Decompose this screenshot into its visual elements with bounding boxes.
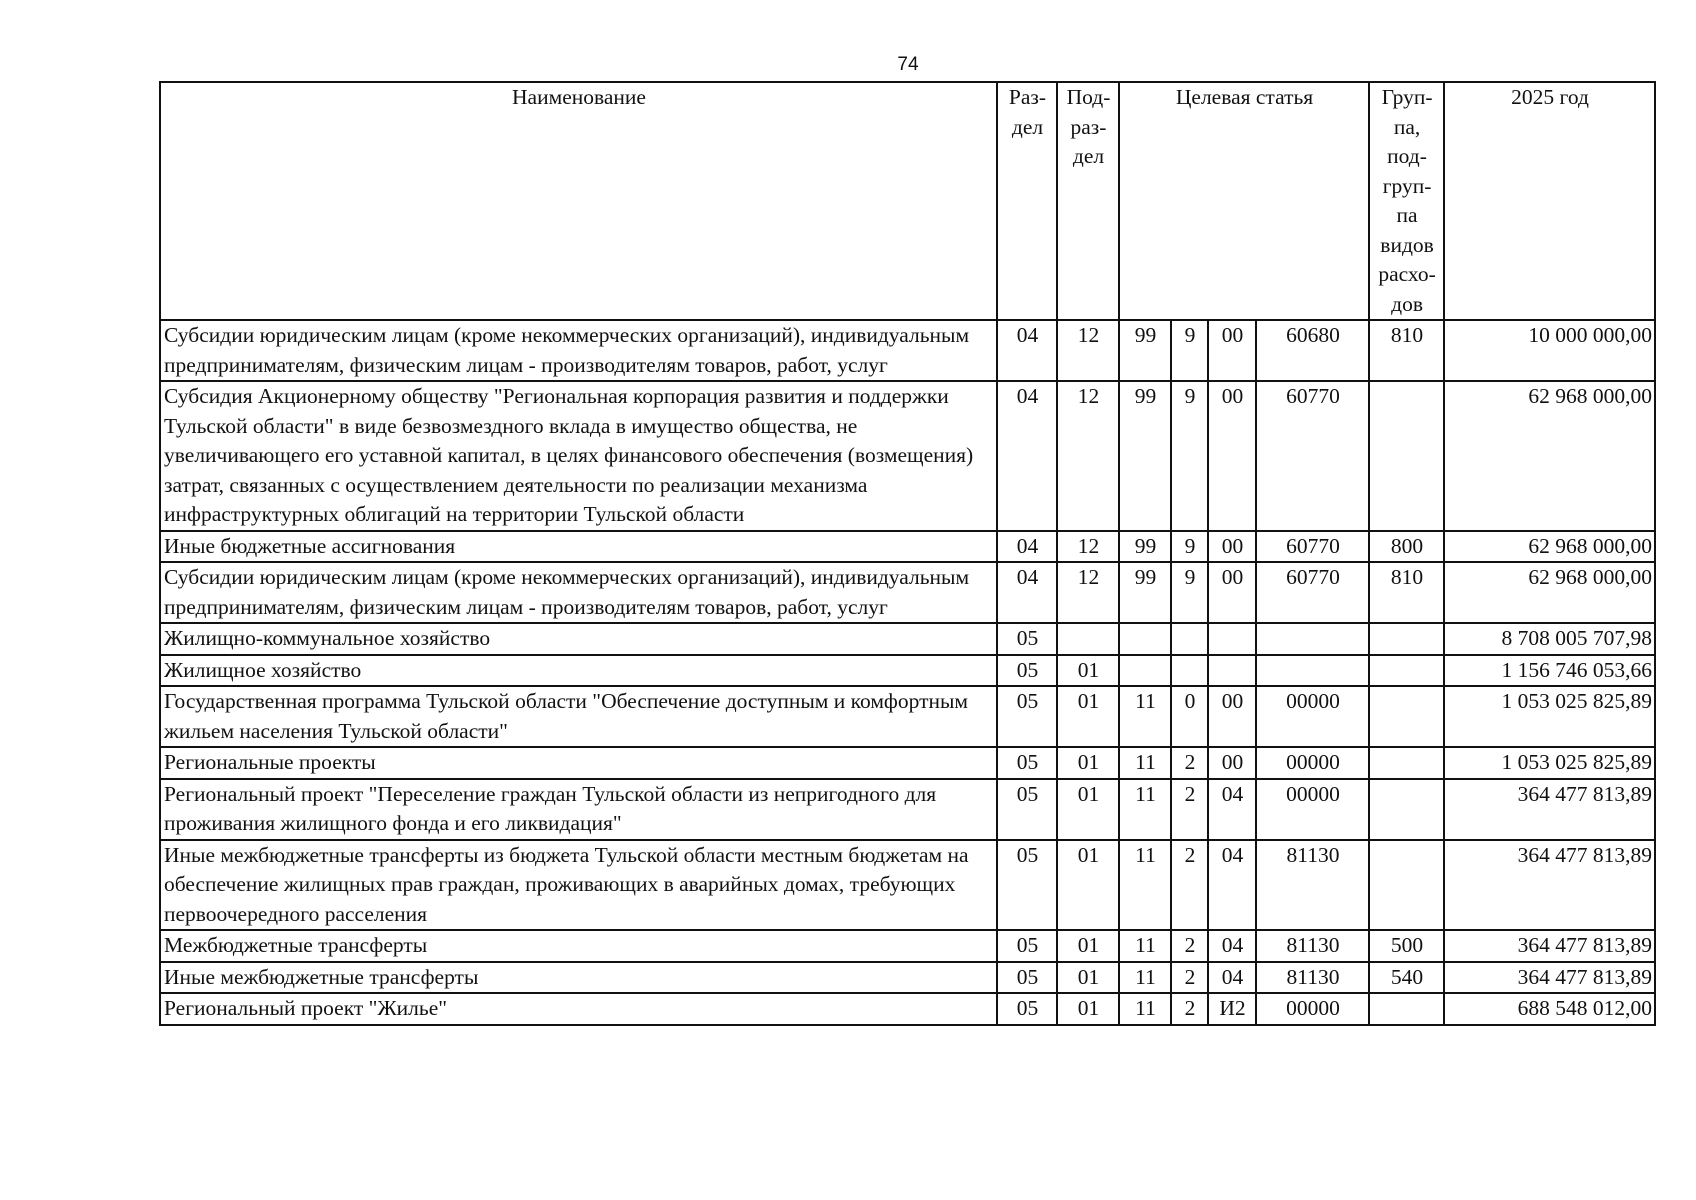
cell-subsection: 01 [1057,930,1119,962]
cell-target-direction: 00000 [1256,686,1369,747]
cell-section: 05 [997,962,1057,994]
cell-target-direction [1256,655,1369,687]
cell-name: Субсидия Акционерному обществу "Региональная корпорация развития и поддержки Тульской области" в виде безвозмездного вклада в имущество общества, не увеличивающего его уставной капитал, в целях финансового обеспечения (возмещения) затрат, связанных с осуществлением деятельности по реализации механизма инфраструктурных облигаций на территории Тульской области [160,381,997,531]
cell-target-subprogram: 04 [1208,779,1256,840]
page-number: 74 [897,54,919,75]
cell-target-program: 99 [1119,320,1171,381]
cell-amount: 1 053 025 825,89 [1444,747,1655,779]
cell-name: Региональный проект "Жилье" [160,993,997,1025]
header-expense-group [1369,82,1444,320]
header-subsection-line: дел [1072,144,1105,168]
cell-target-type: 2 [1171,930,1208,962]
cell-target-type: 2 [1171,993,1208,1025]
header-subsection-line: Под- [1066,85,1111,109]
cell-target-program: 11 [1119,686,1171,747]
cell-target-program [1119,623,1171,655]
table-row [160,655,1655,687]
cell-target-type: 9 [1171,320,1208,381]
cell-expense-group: 540 [1369,962,1444,994]
cell-target-subprogram: 00 [1208,531,1256,563]
cell-expense-group [1369,623,1444,655]
table-row [160,930,1655,962]
cell-target-subprogram: 00 [1208,562,1256,623]
cell-amount: 1 053 025 825,89 [1444,686,1655,747]
cell-name: Региональные проекты [160,747,997,779]
cell-name: Жилищное хозяйство [160,655,997,687]
cell-name: Иные межбюджетные трансферты [160,962,997,994]
cell-section: 05 [997,779,1057,840]
cell-amount: 364 477 813,89 [1444,930,1655,962]
cell-target-subprogram: 00 [1208,686,1256,747]
cell-target-subprogram: 04 [1208,840,1256,931]
cell-target-direction: 00000 [1256,747,1369,779]
cell-target-program: 11 [1119,993,1171,1025]
cell-expense-group [1369,840,1444,931]
cell-name: Государственная программа Тульской области "Обеспечение доступным и комфортным жильем населения Тульской области" [160,686,997,747]
cell-name: Иные межбюджетные трансферты из бюджета Тульской области местным бюджетам на обеспечение жилищных прав граждан, проживающих в аварийных домах, требующих первоочередного расселения [160,840,997,931]
cell-target-type: 2 [1171,962,1208,994]
table-row [160,993,1655,1025]
cell-subsection: 01 [1057,993,1119,1025]
cell-section: 05 [997,840,1057,931]
cell-name: Иные бюджетные ассигнования [160,531,997,563]
table-row [160,840,1655,931]
cell-target-subprogram [1208,655,1256,687]
cell-target-program: 11 [1119,840,1171,931]
cell-name: Жилищно-коммунальное хозяйство [160,623,997,655]
header-section-line: Раз- [1008,85,1047,109]
cell-subsection: 12 [1057,531,1119,563]
cell-target-subprogram [1208,623,1256,655]
cell-target-program: 99 [1119,531,1171,563]
table-row [160,779,1655,840]
header-expense-group-line: па [1396,203,1418,227]
cell-target-direction: 81130 [1256,840,1369,931]
table-row [160,623,1655,655]
header-expense-group-line: па, [1393,114,1421,139]
cell-target-direction [1256,623,1369,655]
table-body [160,320,1655,1025]
cell-target-type: 9 [1171,531,1208,563]
cell-amount: 688 548 012,00 [1444,993,1655,1025]
cell-section: 05 [997,655,1057,687]
cell-subsection: 01 [1057,747,1119,779]
cell-section: 04 [997,562,1057,623]
cell-subsection: 12 [1057,381,1119,531]
table-row [160,747,1655,779]
cell-section: 05 [997,623,1057,655]
header-subsection-line: раз- [1070,114,1107,139]
cell-target-direction: 81130 [1256,962,1369,994]
cell-expense-group [1369,381,1444,531]
cell-target-subprogram: 04 [1208,962,1256,994]
header-expense-group-line: дов [1391,291,1423,316]
cell-expense-group [1369,747,1444,779]
cell-target-subprogram: 00 [1208,381,1256,531]
cell-section: 05 [997,686,1057,747]
cell-amount: 1 156 746 053,66 [1444,655,1655,687]
cell-target-type: 2 [1171,779,1208,840]
cell-name: Региональный проект "Переселение граждан Тульской области из непригодного для проживания жилищного фонда и его ликвидация" [160,779,997,840]
cell-name: Субсидии юридическим лицам (кроме некоммерческих организаций), индивидуальным предпринимателям, физическим лицам - производителям товаров, работ, услуг [160,320,997,381]
cell-target-type: 9 [1171,381,1208,531]
budget-table [159,81,1656,1026]
cell-subsection: 01 [1057,779,1119,840]
cell-target-direction: 00000 [1256,779,1369,840]
cell-section: 05 [997,993,1057,1025]
cell-target-program: 11 [1119,962,1171,994]
cell-target-direction: 00000 [1256,993,1369,1025]
cell-target-type: 0 [1171,686,1208,747]
cell-section: 05 [997,747,1057,779]
cell-target-direction: 60680 [1256,320,1369,381]
cell-amount: 62 968 000,00 [1444,381,1655,531]
header-section [997,82,1057,320]
cell-subsection: 01 [1057,962,1119,994]
cell-target-program [1119,655,1171,687]
cell-target-type [1171,655,1208,687]
cell-expense-group [1369,655,1444,687]
cell-target-type: 2 [1171,747,1208,779]
header-expense-group-line: видов [1380,232,1434,257]
cell-target-type [1171,623,1208,655]
table-row [160,686,1655,747]
cell-subsection: 01 [1057,686,1119,747]
cell-section: 04 [997,531,1057,563]
header-year: 2025 год [1444,82,1655,320]
cell-target-subprogram: 04 [1208,930,1256,962]
header-name: Наименование [160,82,997,320]
cell-target-direction: 60770 [1256,381,1369,531]
cell-target-subprogram: 00 [1208,320,1256,381]
cell-name: Субсидии юридическим лицам (кроме некоммерческих организаций), индивидуальным предпринимателям, физическим лицам - производителям товаров, работ, услуг [160,562,997,623]
table-row [160,531,1655,563]
table-row [160,962,1655,994]
cell-amount: 364 477 813,89 [1444,779,1655,840]
header-expense-group-line: Груп- [1381,85,1433,109]
cell-section: 05 [997,930,1057,962]
cell-expense-group [1369,993,1444,1025]
header-expense-group-line: под- [1387,144,1427,168]
cell-amount: 10 000 000,00 [1444,320,1655,381]
header-expense-group-line: груп- [1382,173,1432,198]
cell-subsection [1057,623,1119,655]
cell-target-direction: 60770 [1256,531,1369,563]
cell-amount: 62 968 000,00 [1444,531,1655,563]
cell-name: Межбюджетные трансферты [160,930,997,962]
cell-subsection: 12 [1057,562,1119,623]
cell-amount: 364 477 813,89 [1444,962,1655,994]
cell-subsection: 12 [1057,320,1119,381]
cell-target-subprogram: 00 [1208,747,1256,779]
cell-section: 04 [997,320,1057,381]
cell-expense-group: 810 [1369,320,1444,381]
table-header [160,82,1655,320]
cell-target-direction: 81130 [1256,930,1369,962]
cell-target-type: 2 [1171,840,1208,931]
cell-target-program: 11 [1119,779,1171,840]
cell-expense-group [1369,779,1444,840]
cell-amount: 62 968 000,00 [1444,562,1655,623]
header-subsection [1057,82,1119,320]
cell-target-program: 11 [1119,930,1171,962]
cell-target-subprogram: И2 [1208,993,1256,1025]
cell-section: 04 [997,381,1057,531]
cell-target-program: 11 [1119,747,1171,779]
cell-expense-group: 800 [1369,531,1444,563]
cell-subsection: 01 [1057,655,1119,687]
cell-amount: 8 708 005 707,98 [1444,623,1655,655]
table-row [160,562,1655,623]
cell-amount: 364 477 813,89 [1444,840,1655,931]
header-section-line: дел [1011,114,1044,139]
cell-target-program: 99 [1119,562,1171,623]
table-row [160,320,1655,381]
header-target-article: Целевая статья [1119,82,1369,320]
cell-subsection: 01 [1057,840,1119,931]
header-expense-group-line: расхо- [1378,262,1436,286]
cell-target-direction: 60770 [1256,562,1369,623]
cell-expense-group: 810 [1369,562,1444,623]
cell-target-type: 9 [1171,562,1208,623]
cell-target-program: 99 [1119,381,1171,531]
cell-expense-group: 500 [1369,930,1444,962]
cell-expense-group [1369,686,1444,747]
table-row [160,381,1655,531]
